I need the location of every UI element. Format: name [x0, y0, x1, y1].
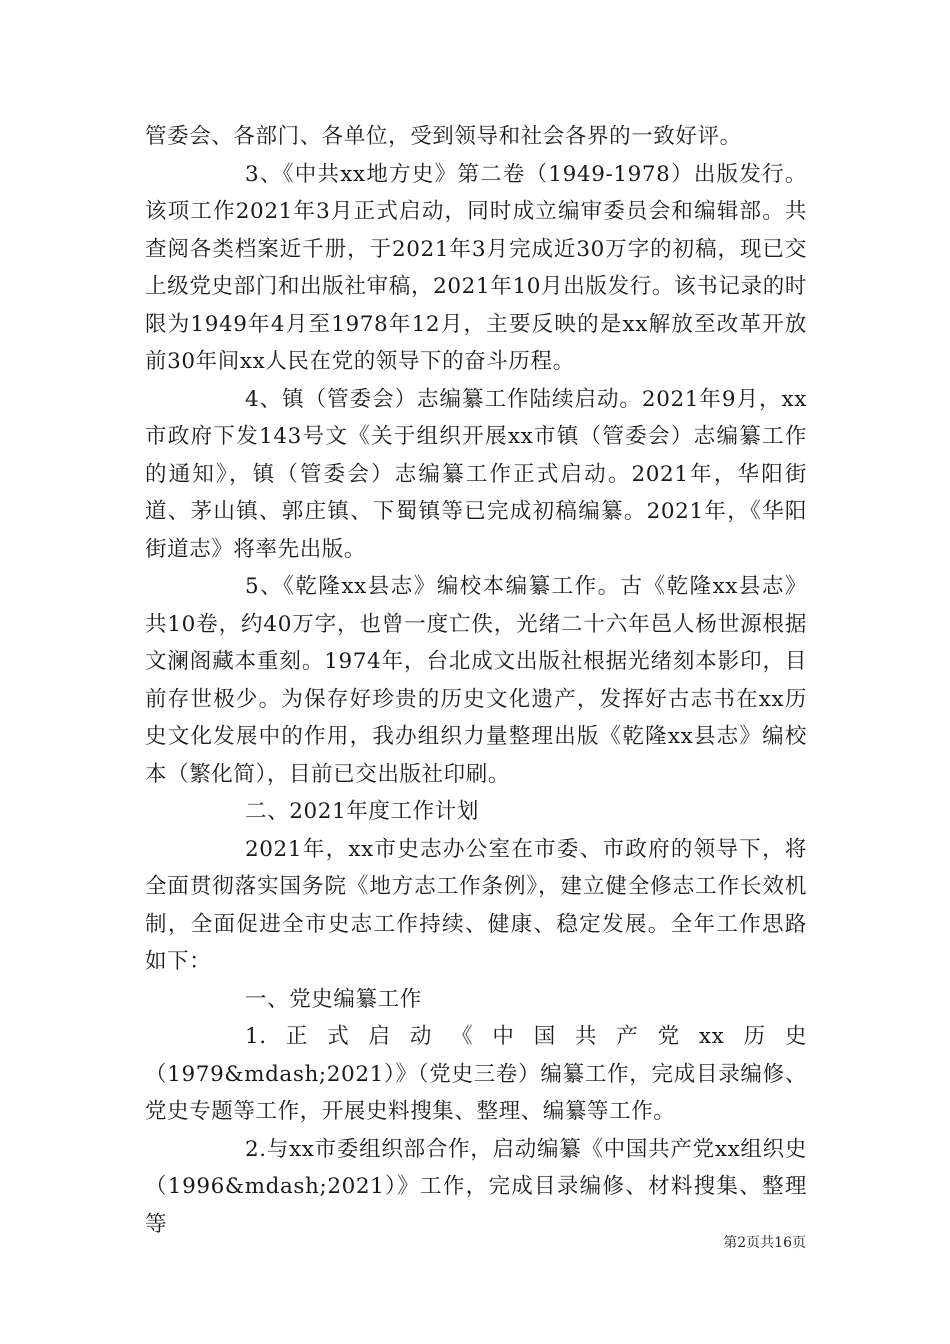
page-number: 第2页共16页: [723, 1235, 806, 1251]
paragraph-item-4: 4、镇（管委会）志编纂工作陆续启动。2021年9月，xx市政府下发143号文《关于组织开展xx市镇（管委会）志编纂工作的通知》，镇（管委会）志编纂工作正式启动。2021年，华阳街道、茅山镇、郭庄镇、下蜀镇等已完成初稿编纂。2021年，《华阳街道志》将率先出版。: [145, 386, 807, 562]
paragraph-continuation: 管委会、各部门、各单位，受到领导和社会各界的一致好评。: [145, 124, 742, 149]
paragraph-item-3: 3、《中共xx地方史》第二卷（1949-1978）出版发行。该项工作2021年3月正式启动，同时成立编审委员会和编辑部。共查阅各类档案近千册，于2021年3月完成近30万字的初稿，现已交上级党史部门和出版社审稿，2021年10月出版发行。该书记录的时限为1949年4月至1978年12月，主要反映的是xx解放至改革开放前30年间xx人民在党的领导下的奋斗历程。: [145, 161, 807, 374]
section-heading-plan: 二、2021年度工作计划: [245, 799, 479, 824]
paragraph-plan-intro: 2021年，xx市史志办公室在市委、市政府的领导下，将全面贯彻落实国务院《地方志工作条例》，建立健全修志工作长效机制，全面促进全市史志工作持续、健康、稳定发展。全年工作思路如下：: [145, 836, 807, 974]
document-body: [145, 118, 807, 1243]
paragraph-plan-item-1: 1.正式启动《中国共产党xx历史（1979&mdash;2021）》（党史三卷）编纂工作，完成目录编修、党史专题等工作，开展史料搜集、整理、编纂等工作。: [145, 1024, 807, 1124]
section-heading-party-history: 一、党史编纂工作: [245, 986, 422, 1012]
paragraph-plan-item-2: 2.与xx市委组织部合作，启动编纂《中国共产党xx组织史（1996&mdash;2021）》工作，完成目录编修、材料搜集、整理等: [145, 1136, 807, 1237]
paragraph-item-5: 5、《乾隆xx县志》编校本编纂工作。古《乾隆xx县志》共10卷，约40万字，也曾一度亡佚，光绪二十六年邑人杨世源根据文澜阁藏本重刻。1974年，台北成文出版社根据光绪刻本影印，目前存世极少。为保存好珍贵的历史文化遗产，发挥好古志书在xx历史文化发展中的作用，我办组织力量整理出版《乾隆xx县志》编校本（繁化简），目前已交出版社印刷。: [145, 574, 807, 787]
